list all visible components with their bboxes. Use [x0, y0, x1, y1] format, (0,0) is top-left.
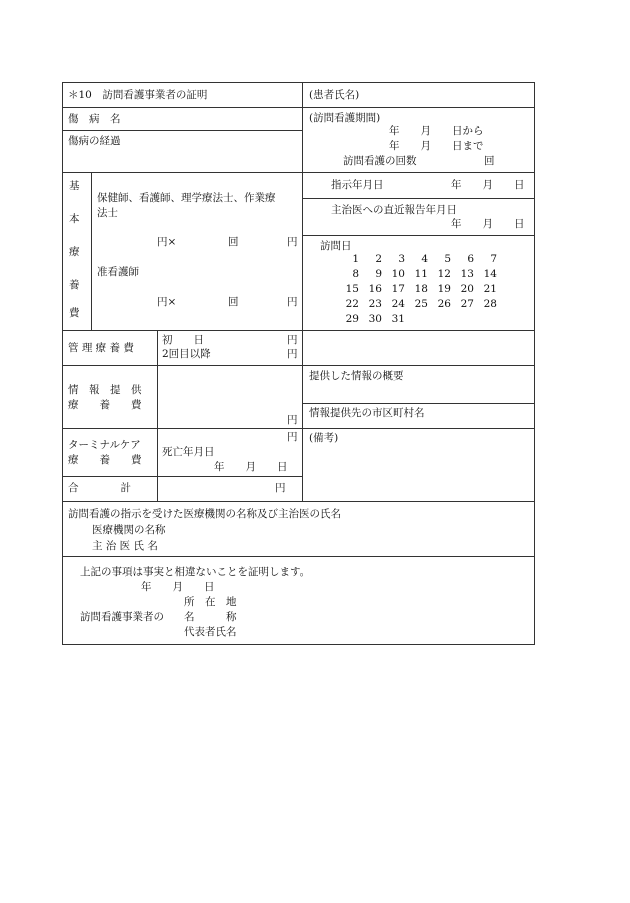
calendar-day: 12	[437, 268, 451, 280]
certification-statement: 上記の事項は事実と相違ないことを証明します。	[80, 566, 311, 578]
terminal-care-label: ターミナルケア	[68, 439, 141, 451]
basic-fee-char: 養	[69, 279, 80, 291]
basic-fee-char: 療	[69, 246, 80, 258]
divider	[62, 556, 535, 557]
form-title: ＊10 訪問看護事業者の証明	[68, 89, 208, 101]
death-date-label: 死亡年月日	[162, 446, 215, 458]
divider	[302, 82, 303, 501]
management-first-unit: 円	[287, 334, 298, 346]
operator-label: 訪問看護事業者の	[80, 611, 164, 623]
calendar-day: 4	[421, 253, 428, 265]
report-date-value: 年 月 日	[451, 218, 525, 230]
disease-course-label: 傷病の経過	[68, 135, 121, 147]
management-second-unit: 円	[287, 348, 298, 360]
divider	[62, 428, 535, 429]
calendar-week	[336, 297, 500, 312]
calendar-day	[474, 312, 497, 327]
operator-name-label: 名 称	[184, 611, 237, 623]
divider	[62, 172, 535, 173]
management-fee-label: 管 理 療 養 費	[68, 342, 134, 354]
calendar-day: 7	[490, 253, 497, 265]
divider	[62, 130, 302, 131]
divider	[62, 330, 535, 331]
visit-period-to: 年 月 日まで	[389, 140, 484, 152]
calendar-day: 9	[375, 268, 382, 280]
info-fee-label: 情 報 提 供	[68, 384, 142, 396]
calendar-day: 13	[460, 268, 474, 280]
info-fee-label-2: 療 養 費	[68, 399, 142, 411]
basic-fee-char: 基	[69, 180, 80, 192]
institution-title: 訪問看護の指示を受けた医療機関の名称及び主治医の氏名	[68, 508, 341, 520]
calendar-week	[336, 252, 500, 267]
visit-period-from: 年 月 日から	[389, 125, 484, 137]
calendar-day: 18	[414, 283, 428, 295]
certificate-form	[62, 82, 535, 645]
total-unit: 円	[275, 482, 286, 494]
management-first-day: 初 日	[162, 334, 204, 346]
basic-fee-char: 費	[69, 307, 80, 319]
qualification-assistant-label: 准看護師	[97, 266, 139, 278]
visit-count-label: 訪問看護の回数	[343, 155, 417, 167]
divider	[62, 476, 302, 477]
terminal-care-unit: 円	[287, 431, 298, 443]
calendar-day	[405, 312, 428, 327]
calendar-day	[451, 312, 474, 327]
divider	[157, 330, 158, 501]
calendar-day: 1	[352, 253, 359, 265]
info-summary-label: 提供した情報の概要	[309, 370, 404, 382]
calendar-day: 25	[414, 298, 428, 310]
divider	[302, 403, 535, 404]
calendar-day: 19	[437, 283, 451, 295]
row1-yen: 円×	[157, 236, 177, 248]
location-label: 所 在 地	[184, 596, 237, 608]
calendar-day: 22	[345, 298, 359, 310]
qualification-nurse-label: 保健師、看護師、理学療法士、作業療	[97, 192, 276, 204]
remarks-label: (備考)	[309, 432, 339, 444]
calendar-week	[336, 267, 500, 282]
calendar-day: 14	[483, 268, 497, 280]
qualification-nurse-label-cont: 法士	[97, 207, 118, 219]
info-fee-unit: 円	[287, 414, 298, 426]
doctor-name-label: 主 治 医 氏 名	[92, 540, 158, 552]
divider	[302, 235, 535, 236]
row1-total: 円	[287, 236, 298, 248]
basic-fee-char: 本	[69, 213, 80, 225]
calendar-day: 15	[345, 283, 359, 295]
row1-times: 回	[228, 236, 239, 248]
calendar-week	[336, 312, 500, 327]
visit-period-label: (訪問看護期間)	[309, 112, 381, 124]
management-second: 2回目以降	[162, 348, 211, 360]
calendar-day: 30	[368, 313, 382, 325]
disease-name-label: 傷 病 名	[68, 113, 121, 125]
patient-name-label: (患者氏名)	[309, 89, 360, 101]
total-label: 合 計	[68, 482, 131, 494]
calendar-day: 26	[437, 298, 451, 310]
divider	[62, 501, 535, 502]
calendar-day: 10	[391, 268, 405, 280]
representative-label: 代表者氏名	[184, 626, 237, 638]
calendar-day: 8	[352, 268, 359, 280]
divider	[62, 365, 535, 366]
calendar-day: 23	[368, 298, 382, 310]
info-destination-label: 情報提供先の市区町村名	[309, 407, 425, 419]
calendar-day: 5	[444, 253, 451, 265]
calendar-day: 28	[483, 298, 497, 310]
row2-total: 円	[287, 296, 298, 308]
calendar-day: 31	[391, 313, 405, 325]
calendar-day: 3	[398, 253, 405, 265]
calendar-day: 17	[391, 283, 405, 295]
calendar-day: 20	[460, 283, 474, 295]
calendar-day: 11	[414, 268, 428, 280]
calendar-day: 16	[368, 283, 382, 295]
instruction-date-value: 年 月 日	[451, 179, 525, 191]
row2-yen: 円×	[157, 296, 177, 308]
visit-days-calendar	[336, 252, 500, 327]
calendar-day	[428, 312, 451, 327]
calendar-day: 21	[483, 283, 497, 295]
terminal-care-label-2: 療 養 費	[68, 454, 142, 466]
row2-times: 回	[228, 296, 239, 308]
calendar-week	[336, 282, 500, 297]
divider	[302, 198, 535, 199]
divider	[62, 107, 535, 108]
death-date-value: 年 月 日	[214, 461, 288, 473]
institution-name-label: 医療機関の名称	[92, 524, 166, 536]
visit-count-unit: 回	[484, 155, 495, 167]
calendar-day: 6	[467, 253, 474, 265]
calendar-day: 2	[375, 253, 382, 265]
report-date-label: 主治医への直近報告年月日	[331, 204, 457, 216]
certification-date: 年 月 日	[141, 581, 215, 593]
divider	[91, 172, 92, 330]
instruction-date-label: 指示年月日	[331, 179, 384, 191]
visit-days-label: 訪問日	[320, 240, 352, 252]
calendar-day: 27	[460, 298, 474, 310]
calendar-day: 29	[345, 313, 359, 325]
calendar-day: 24	[391, 298, 405, 310]
